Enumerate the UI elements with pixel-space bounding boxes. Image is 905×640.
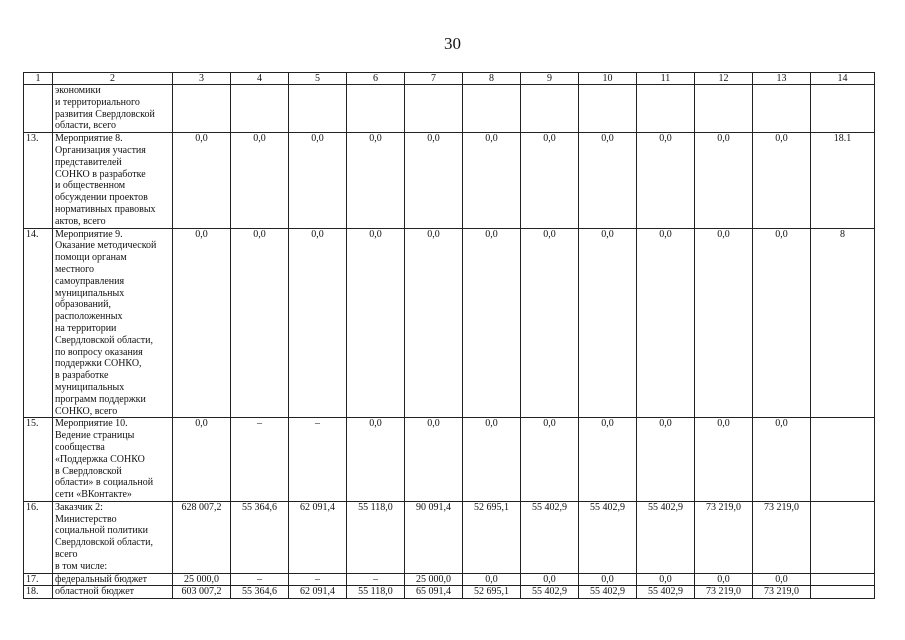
value-cell: 0,0: [695, 418, 753, 502]
value-cell: 62 091,4: [289, 501, 347, 573]
row-description-cell: Мероприятие 10. Ведение страницы сообщества «Поддержка СОНКО в Свердловской области» в социальной сети «ВКонтакте»: [53, 418, 173, 502]
value-cell: [173, 85, 231, 133]
value-cell: [521, 85, 579, 133]
value-cell: 55 364,6: [231, 586, 289, 599]
value-cell: 0,0: [695, 228, 753, 418]
row-number-cell: 14.: [24, 228, 53, 418]
value-cell: 73 219,0: [695, 501, 753, 573]
value-cell: 55 402,9: [637, 586, 695, 599]
value-cell: 55 118,0: [347, 501, 405, 573]
value-cell: 0,0: [637, 573, 695, 586]
value-cell: 0,0: [463, 133, 521, 228]
header-cell: 8: [463, 73, 521, 85]
header-cell: 11: [637, 73, 695, 85]
table-row: [24, 133, 875, 228]
target-indicator-cell: [811, 573, 875, 586]
header-cell: 5: [289, 73, 347, 85]
value-cell: –: [231, 418, 289, 502]
value-cell: 0,0: [753, 133, 811, 228]
value-cell: 65 091,4: [405, 586, 463, 599]
target-indicator-cell: 8: [811, 228, 875, 418]
table-header-row: [24, 73, 875, 85]
row-description-cell: Заказчик 2: Министерство социальной политики Свердловской области, всего в том числе:: [53, 501, 173, 573]
value-cell: 55 364,6: [231, 501, 289, 573]
row-number-cell: 15.: [24, 418, 53, 502]
value-cell: 0,0: [521, 228, 579, 418]
value-cell: 55 402,9: [521, 501, 579, 573]
value-cell: 0,0: [289, 228, 347, 418]
value-cell: 0,0: [579, 133, 637, 228]
value-cell: 0,0: [637, 133, 695, 228]
row-description-cell: Мероприятие 9. Оказание методической помощи органам местного самоуправления муниципальных образований, расположенных на территории Свердловской области, по вопросу оказания поддержки СОНКО, в разработке муниципальных программ поддержки СОНКО, всего: [53, 228, 173, 418]
value-cell: 25 000,0: [405, 573, 463, 586]
header-cell: 6: [347, 73, 405, 85]
value-cell: 0,0: [579, 418, 637, 502]
page-number: 30: [444, 34, 461, 53]
value-cell: [753, 85, 811, 133]
value-cell: 0,0: [173, 418, 231, 502]
value-cell: [695, 85, 753, 133]
header-cell: 3: [173, 73, 231, 85]
value-cell: [231, 85, 289, 133]
value-cell: 0,0: [753, 228, 811, 418]
value-cell: 52 695,1: [463, 501, 521, 573]
row-number-cell: 16.: [24, 501, 53, 573]
value-cell: 628 007,2: [173, 501, 231, 573]
row-description-cell: экономики и территориального развития Свердловской области, всего: [53, 85, 173, 133]
value-cell: 55 402,9: [579, 586, 637, 599]
value-cell: 55 402,9: [579, 501, 637, 573]
value-cell: 0,0: [347, 418, 405, 502]
header-cell: 14: [811, 73, 875, 85]
value-cell: [289, 85, 347, 133]
value-cell: 73 219,0: [753, 586, 811, 599]
row-number-cell: 18.: [24, 586, 53, 599]
value-cell: 0,0: [405, 133, 463, 228]
value-cell: 0,0: [463, 418, 521, 502]
value-cell: 52 695,1: [463, 586, 521, 599]
value-cell: 603 007,2: [173, 586, 231, 599]
value-cell: –: [289, 418, 347, 502]
header-cell: 12: [695, 73, 753, 85]
value-cell: 0,0: [173, 133, 231, 228]
value-cell: 0,0: [521, 133, 579, 228]
row-number-cell: 17.: [24, 573, 53, 586]
value-cell: 0,0: [463, 573, 521, 586]
header-cell: 2: [53, 73, 173, 85]
header-cell: 10: [579, 73, 637, 85]
header-cell: 9: [521, 73, 579, 85]
row-number-cell: [24, 85, 53, 133]
value-cell: 0,0: [347, 133, 405, 228]
value-cell: [579, 85, 637, 133]
value-cell: 0,0: [231, 228, 289, 418]
value-cell: 0,0: [753, 573, 811, 586]
row-description-cell: федеральный бюджет: [53, 573, 173, 586]
value-cell: 0,0: [173, 228, 231, 418]
value-cell: 0,0: [753, 418, 811, 502]
target-indicator-cell: [811, 586, 875, 599]
value-cell: 0,0: [637, 228, 695, 418]
header-cell: 1: [24, 73, 53, 85]
target-indicator-cell: [811, 418, 875, 502]
table-row: [24, 573, 875, 586]
value-cell: –: [347, 573, 405, 586]
value-cell: 55 402,9: [637, 501, 695, 573]
value-cell: 0,0: [579, 573, 637, 586]
value-cell: 0,0: [521, 418, 579, 502]
value-cell: 0,0: [231, 133, 289, 228]
table-row: [24, 418, 875, 502]
value-cell: 25 000,0: [173, 573, 231, 586]
value-cell: [405, 85, 463, 133]
header-cell: 13: [753, 73, 811, 85]
value-cell: 0,0: [521, 573, 579, 586]
header-cell: 7: [405, 73, 463, 85]
row-number-cell: 13.: [24, 133, 53, 228]
value-cell: 73 219,0: [695, 586, 753, 599]
value-cell: 0,0: [695, 133, 753, 228]
value-cell: [637, 85, 695, 133]
value-cell: 90 091,4: [405, 501, 463, 573]
value-cell: 55 118,0: [347, 586, 405, 599]
value-cell: [347, 85, 405, 133]
target-indicator-cell: [811, 85, 875, 133]
value-cell: 73 219,0: [753, 501, 811, 573]
table-row: [24, 501, 875, 573]
value-cell: 0,0: [637, 418, 695, 502]
target-indicator-cell: 18.1: [811, 133, 875, 228]
table-row: [24, 85, 875, 133]
value-cell: –: [231, 573, 289, 586]
value-cell: 0,0: [695, 573, 753, 586]
budget-table: [23, 72, 875, 599]
value-cell: 0,0: [463, 228, 521, 418]
row-description-cell: областной бюджет: [53, 586, 173, 599]
value-cell: 62 091,4: [289, 586, 347, 599]
value-cell: 0,0: [347, 228, 405, 418]
table-row: [24, 228, 875, 418]
value-cell: 0,0: [405, 418, 463, 502]
value-cell: 0,0: [579, 228, 637, 418]
header-cell: 4: [231, 73, 289, 85]
value-cell: –: [289, 573, 347, 586]
value-cell: [463, 85, 521, 133]
row-description-cell: Мероприятие 8. Организация участия представителей СОНКО в разработке и общественном обсуждении проектов нормативных правовых актов, всего: [53, 133, 173, 228]
table-row: [24, 586, 875, 599]
value-cell: 55 402,9: [521, 586, 579, 599]
target-indicator-cell: [811, 501, 875, 573]
value-cell: 0,0: [289, 133, 347, 228]
value-cell: 0,0: [405, 228, 463, 418]
